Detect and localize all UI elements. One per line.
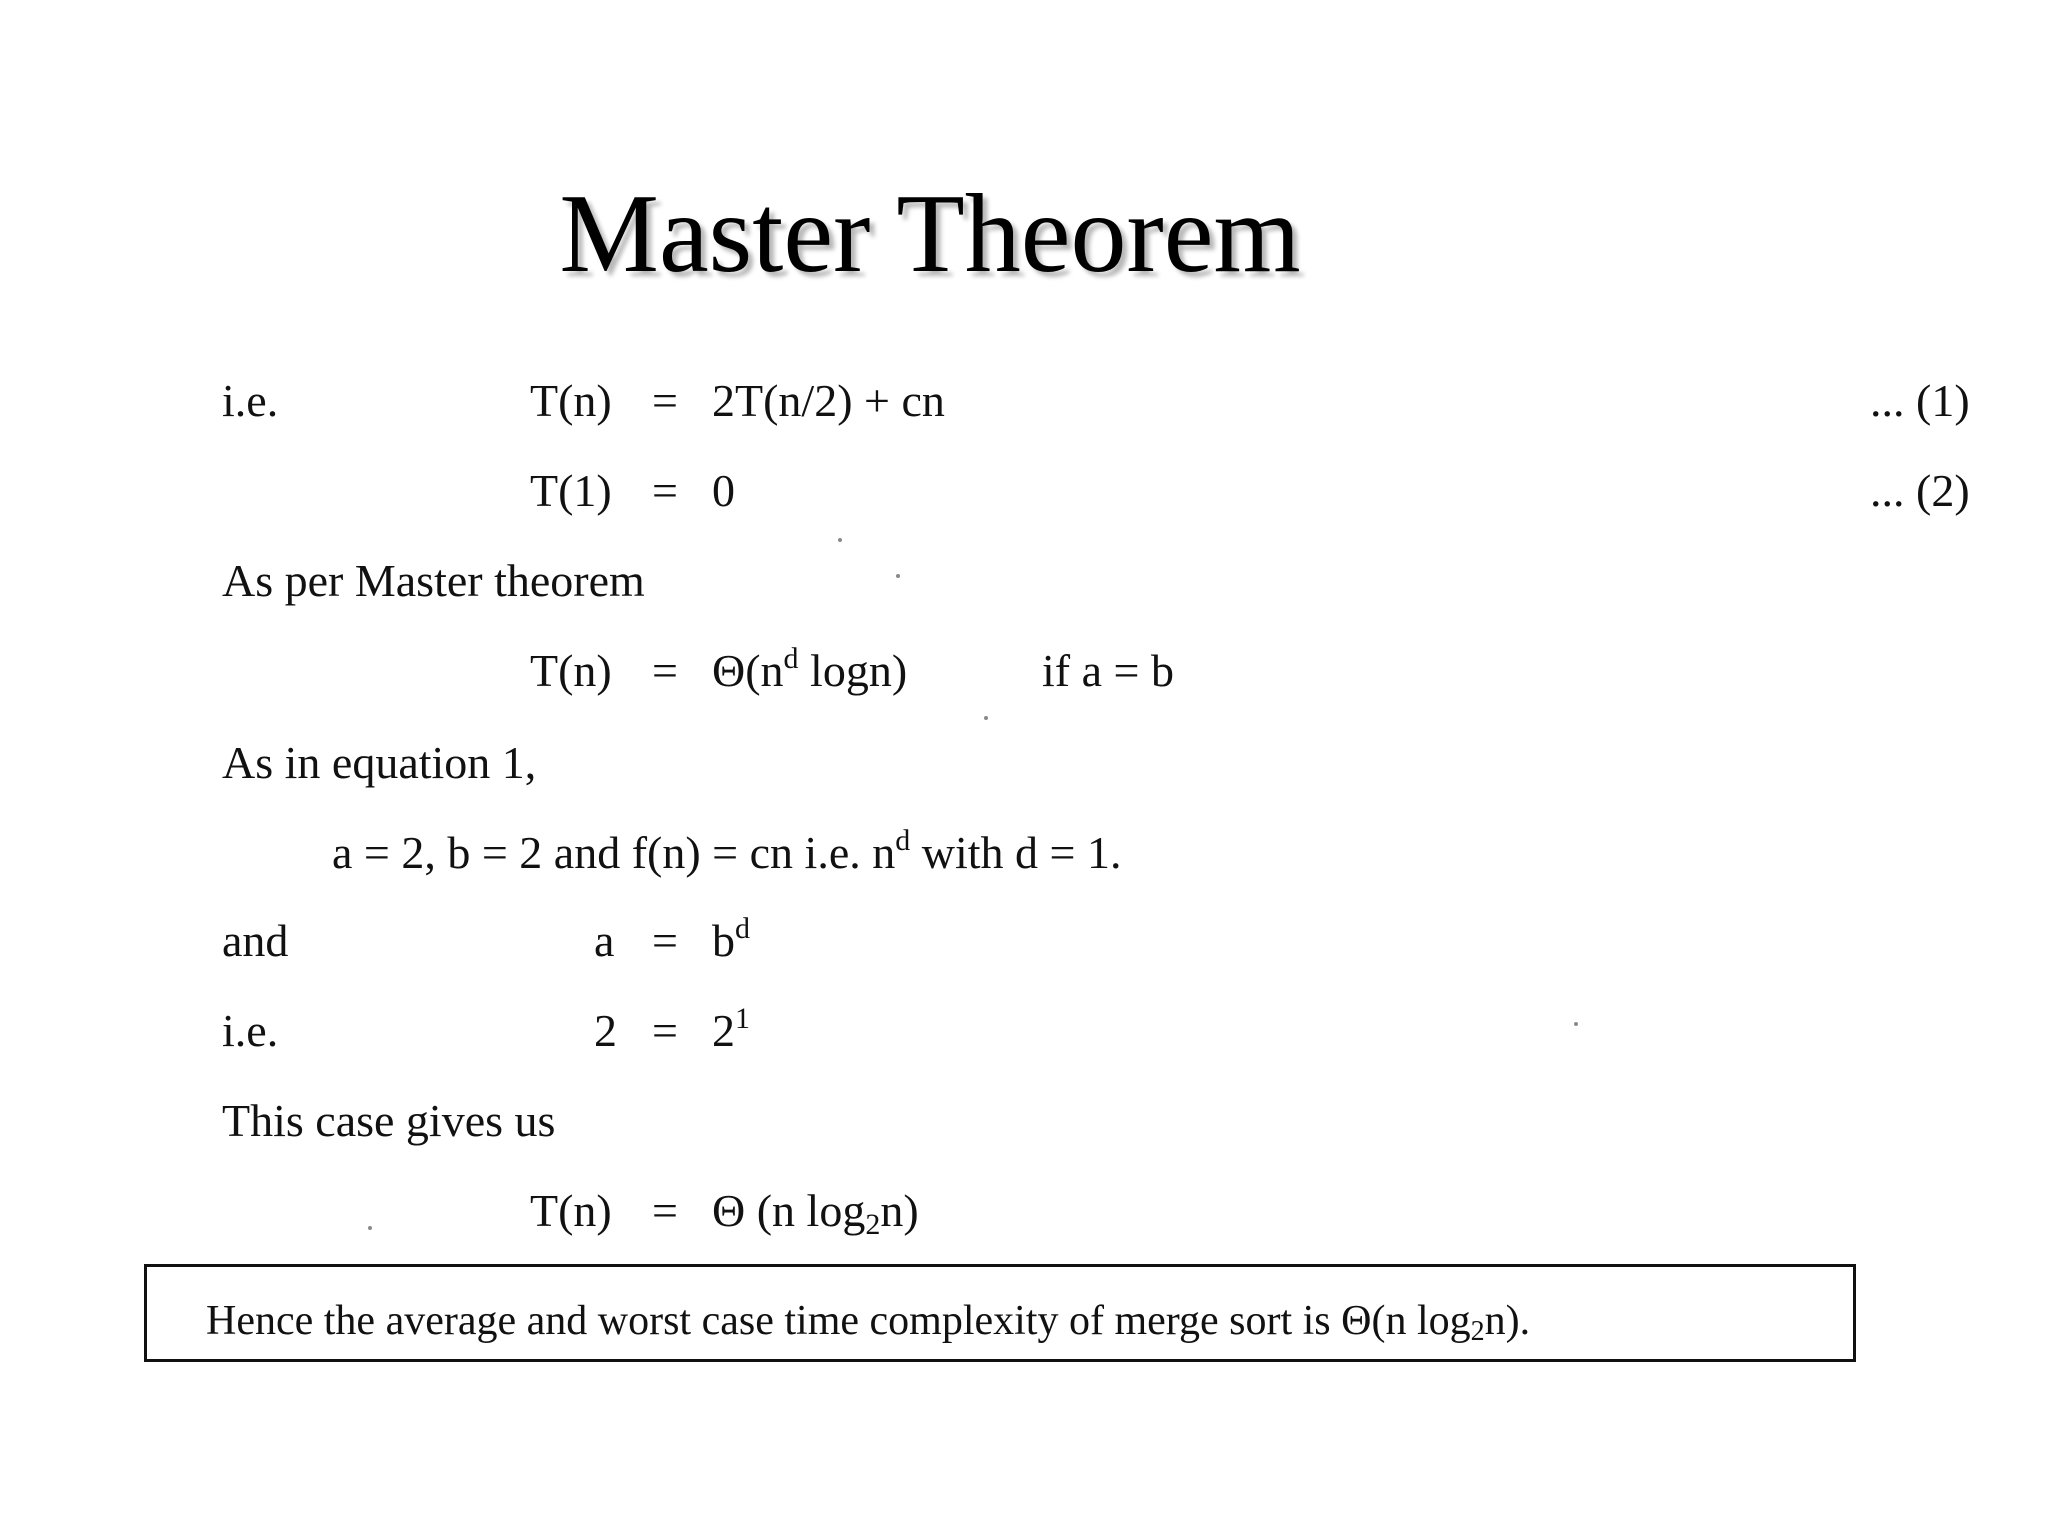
eq1-lhs: T(n) [530, 375, 612, 426]
eq2-rhs: 0 [712, 465, 735, 516]
eq5-prefix: i.e. [222, 1005, 279, 1056]
eq1-tag: ... (1) [1870, 375, 1970, 426]
eq2-tag: ... (2) [1870, 465, 1970, 516]
eq4-rhs: $b^d$ [712, 912, 750, 966]
eq1-prefix: i.e. [222, 375, 279, 426]
eq6-lhs: T(n) [530, 1185, 612, 1236]
eq3-lhs: T(n) [530, 645, 612, 696]
eq2-lhs: T(1) [530, 465, 612, 516]
as-per-text: As per Master theorem [222, 555, 645, 606]
eq6-rhs: Θ (n $\log_2n$) [712, 1185, 919, 1241]
scan-speck [368, 1226, 372, 1230]
slide-title: Master Theorem [559, 172, 1301, 296]
eq5-rhs: $2^1$ [712, 1002, 750, 1056]
as-in-text: As in equation 1, [222, 737, 537, 788]
eq1-equals: = [652, 375, 678, 426]
eq4-lhs: a [594, 915, 615, 966]
this-case-text: This case gives us [222, 1095, 556, 1146]
eq3-rhs: $\Theta(n^d$ logn) [712, 642, 908, 696]
eq6-equals: = [652, 1185, 678, 1236]
eq4-prefix: and [222, 915, 289, 966]
eq3-condition: if a = b [1042, 645, 1174, 696]
params-line: a = 2, b = 2 and f(n) = cn i.e. $n^d$ with d = 1. [332, 824, 1122, 878]
scan-speck [1574, 1022, 1578, 1026]
eq1-rhs: 2T(n/2) + cn [712, 375, 945, 426]
scan-speck [838, 538, 842, 542]
scan-speck [984, 716, 988, 720]
eq5-equals: = [652, 1005, 678, 1056]
eq2-equals: = [652, 465, 678, 516]
eq4-equals: = [652, 915, 678, 966]
eq5-lhs: 2 [594, 1005, 617, 1056]
scan-speck [896, 574, 900, 578]
conclusion-text: Hence the average and worst case time complexity of merge sort is Θ(n $\log_2n$). [206, 1298, 1531, 1347]
eq3-equals: = [652, 645, 678, 696]
